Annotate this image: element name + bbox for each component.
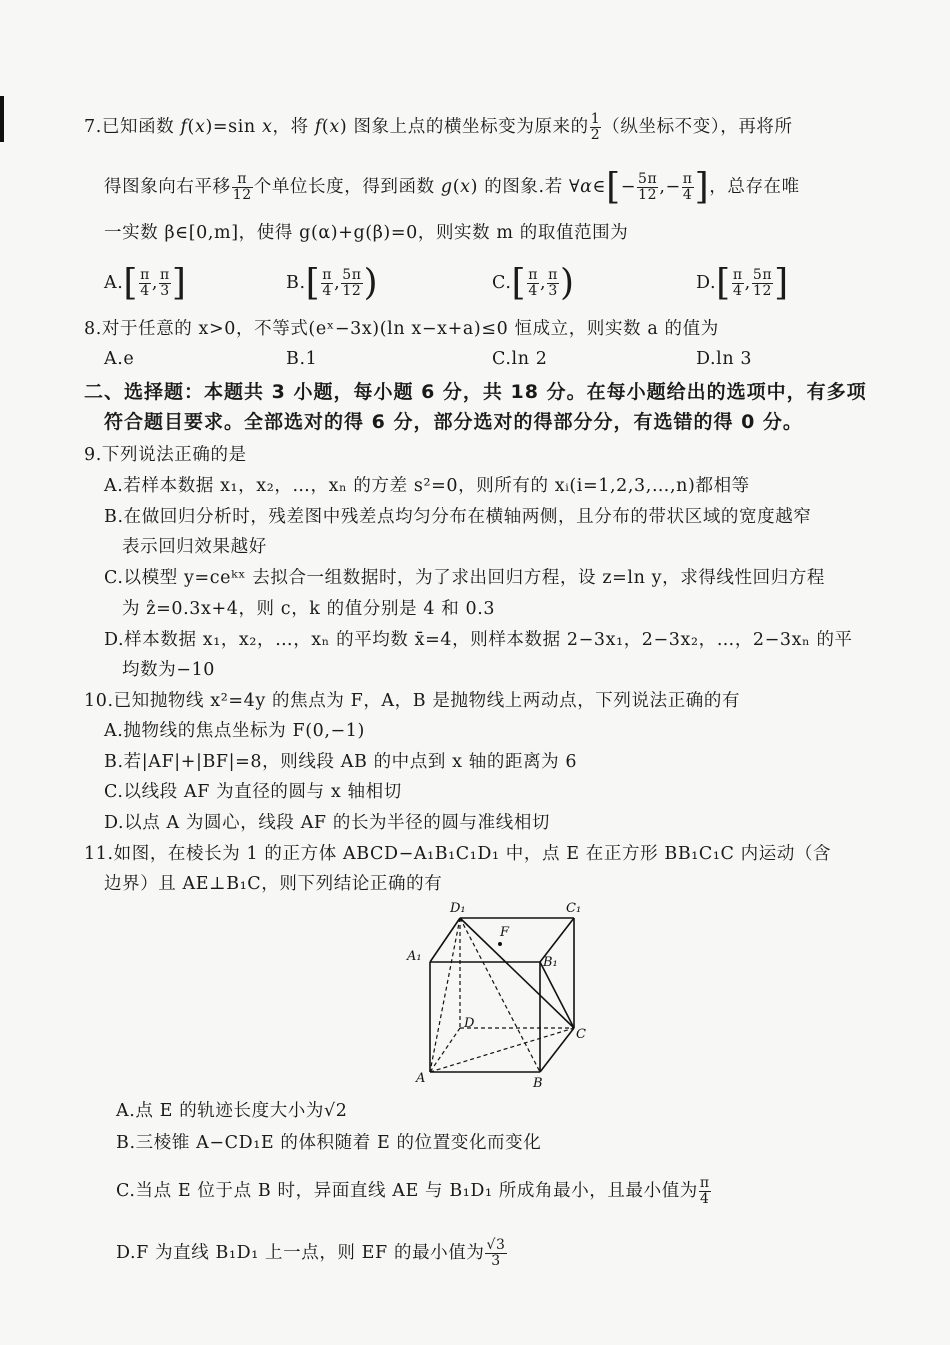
q7-option-a: A.[ $\frac{\pi}{4}$ , $\frac{\pi}{3}$ ] bbox=[104, 262, 187, 304]
q7-option-b: B.[ $\frac{\pi}{4}$ , $\frac{5\pi}{12}$ ) bbox=[286, 262, 379, 304]
section-heading-cont: 符合题目要求。全部选对的得 6 分，部分选对的得部分分，有选错的得 0 分。 bbox=[104, 411, 803, 433]
q10-option-d: D.以点 A 为圆心，线段 AF 的长为半径的圆与准线相切 bbox=[104, 813, 551, 833]
q7-text: 个单位长度，得到函数 bbox=[253, 177, 441, 197]
q7-text: 得图象向右平移 bbox=[104, 177, 231, 197]
q8-option-a: A.e bbox=[104, 349, 135, 369]
fraction: $\frac{√3}{3}$ bbox=[486, 1237, 506, 1269]
q9-stem: 9.下列说法正确的是 bbox=[84, 445, 247, 465]
q9-option-b-cont: 表示回归效果越好 bbox=[122, 537, 267, 557]
label-a: A bbox=[416, 1071, 426, 1086]
label-d1: D₁ bbox=[450, 901, 466, 916]
q10-stem: 10.已知抛物线 x²=4y 的焦点为 F，A，B 是抛物线上两动点，下列说法正确的有 bbox=[84, 691, 741, 711]
fraction: $\frac{\pi}{4}$ bbox=[682, 171, 693, 203]
q7-text: 图象上点的横坐标变为原来的 bbox=[347, 117, 589, 137]
q7-text: ，将 bbox=[272, 117, 315, 137]
q7-text: 的图象.若 ∀ bbox=[478, 177, 581, 197]
q9-option-d: D.样本数据 x₁，x₂，…，xₙ 的平均数 x̄=4，则样本数据 2−3x₁，2−3x₂，…，2−3xₙ 的平 bbox=[104, 630, 853, 650]
label-a1: A₁ bbox=[407, 949, 422, 964]
label-b: B bbox=[533, 1076, 543, 1091]
q11-option-a: A.点 E 的轨迹长度大小为√2 bbox=[116, 1101, 348, 1121]
q8-option-d: D.ln 3 bbox=[696, 349, 753, 369]
q7-text: 7.已知函数 bbox=[84, 117, 181, 137]
q11-option-d: D.F 为直线 B₁D₁ 上一点，则 EF 的最小值为 $\frac{√3}{3}$ bbox=[116, 1237, 506, 1269]
q10-option-c: C.以线段 AF 为直径的圆与 x 轴相切 bbox=[104, 782, 402, 802]
q8-stem: 8.对于任意的 x>0，不等式(eˣ−3x)(ln x−x+a)≤0 恒成立，则实数 a 的值为 bbox=[84, 319, 719, 339]
section-heading: 二、选择题：本题共 3 小题，每小题 6 分，共 18 分。在每小题给出的选项中，有多项 bbox=[84, 381, 867, 403]
fraction: $\frac{\pi}{4}$ bbox=[699, 1175, 710, 1207]
q7-text: ∈ bbox=[592, 177, 607, 197]
page-edge-mark bbox=[0, 96, 4, 142]
q8-option-b: B.1 bbox=[286, 349, 318, 369]
q9-option-a: A.若样本数据 x₁，x₂，…，xₙ 的方差 s²=0，则所有的 xᵢ(i=1,2,3,…,n)都相等 bbox=[104, 476, 750, 496]
label-c: C bbox=[576, 1027, 586, 1042]
q7-line1: 7.已知函数 f(x)=sin x，将 f(x) 图象上点的横坐标变为原来的 $\frac{1}{2}$ （纵坐标不变），再将所 bbox=[84, 111, 793, 143]
q10-option-a: A.抛物线的焦点坐标为 F(0,−1) bbox=[104, 721, 365, 741]
fraction: $\frac{1}{2}$ bbox=[590, 111, 601, 143]
q11-option-b: B.三棱锥 A−CD₁E 的体积随着 E 的位置变化而变化 bbox=[116, 1133, 542, 1153]
label-d: D bbox=[464, 1016, 475, 1031]
q7-option-d: D.[ $\frac{\pi}{4}$ , $\frac{5\pi}{12}$ ] bbox=[696, 262, 789, 304]
q10-option-b: B.若|AF|+|BF|=8，则线段 AB 的中点到 x 轴的距离为 6 bbox=[104, 752, 578, 772]
cube-figure bbox=[400, 896, 600, 1096]
q8-option-c: C.ln 2 bbox=[492, 349, 548, 369]
q11-option-c: C.当点 E 位于点 B 时，异面直线 AE 与 B₁D₁ 所成角最小，且最小值为 $\frac{\pi}{4}$ bbox=[116, 1175, 710, 1207]
q11-stem: 11.如图，在棱长为 1 的正方体 ABCD−A₁B₁C₁D₁ 中，点 E 在正方形 BB₁C₁C 内运动（含 bbox=[84, 844, 832, 864]
q7-text: （纵坐标不变），再将所 bbox=[602, 117, 793, 137]
q7-line3: 一实数 β∈[0,m]，使得 g(α)+g(β)=0，则实数 m 的取值范围为 bbox=[104, 223, 629, 243]
label-c1: C₁ bbox=[566, 901, 582, 916]
q11-stem-cont: 边界）且 AE⊥B₁C，则下列结论正确的有 bbox=[104, 874, 443, 894]
q9-option-c: C.以模型 y=ceᵏˣ 去拟合一组数据时，为了求出回归方程，设 z=ln y，求得线性回归方程 bbox=[104, 568, 826, 588]
q7-option-c: C.[ $\frac{\pi}{4}$ , $\frac{\pi}{3}$ ) bbox=[492, 262, 575, 304]
q9-option-d-cont: 均数为−10 bbox=[122, 660, 216, 680]
label-f: F bbox=[500, 925, 510, 940]
fraction: $\frac{5\pi}{12}$ bbox=[638, 171, 658, 203]
q9-option-c-cont: 为 ẑ=0.3x+4，则 c，k 的值分别是 4 和 0.3 bbox=[122, 599, 496, 619]
q9-option-b: B.在做回归分析时，残差图中残差点均匀分布在横轴两侧，且分布的带状区域的宽度越窄 bbox=[104, 507, 812, 527]
label-b1: B₁ bbox=[543, 955, 558, 970]
q7-text: ，总存在唯 bbox=[709, 177, 800, 197]
fraction: $\frac{\pi}{12}$ bbox=[232, 171, 252, 203]
q7-line2: 得图象向右平移 $\frac{\pi}{12}$ 个单位长度，得到函数 g(x) 的图象.若 ∀α∈[− $\frac{5\pi}{12}$ ,− $\frac{\pi}{4}$ ]，总存在唯 bbox=[104, 166, 800, 208]
